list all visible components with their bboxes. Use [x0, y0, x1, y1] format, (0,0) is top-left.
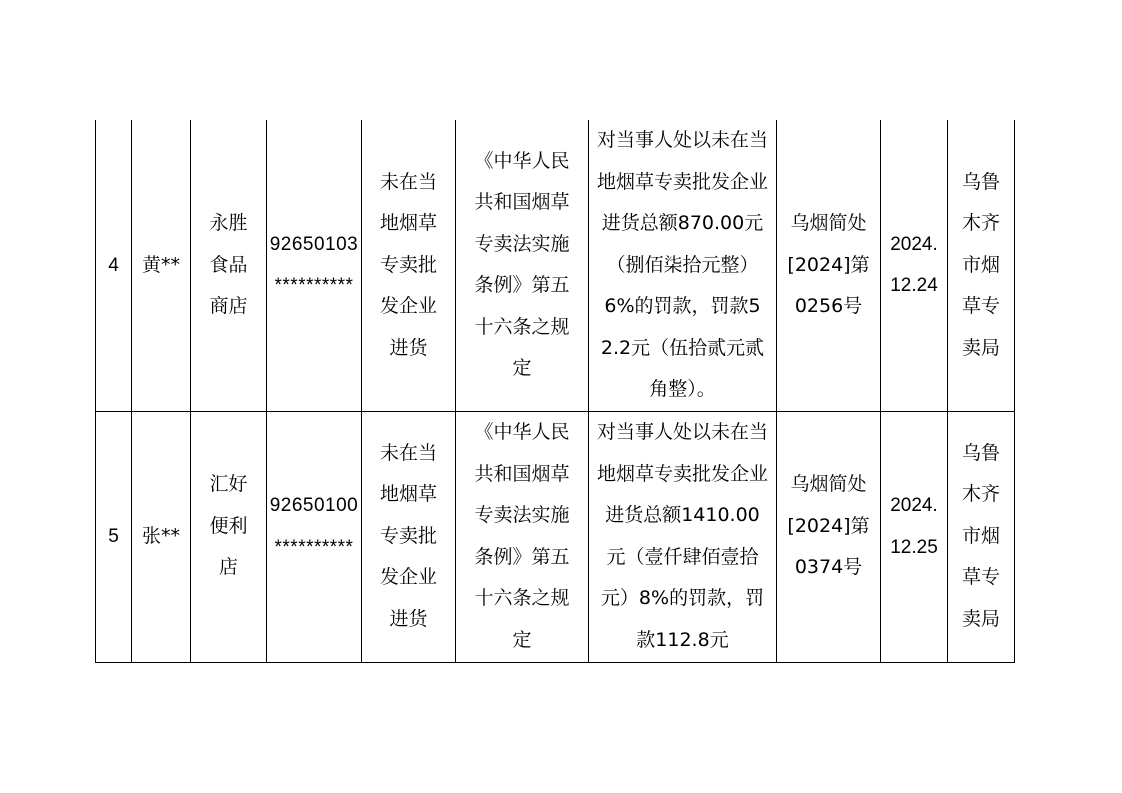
legal-basis: 《中华人民共和国烟草专卖法实施条例》第五十六条之规定: [456, 120, 589, 411]
row-number: 4: [96, 120, 132, 411]
issuing-authority: 乌鲁木齐市烟草专卖局: [948, 411, 1015, 662]
issuing-authority: 乌鲁木齐市烟草专卖局: [948, 120, 1015, 411]
party-name: 张**: [132, 411, 191, 662]
shop-name: 永胜食品商店: [191, 120, 267, 411]
legal-basis: 《中华人民共和国烟草专卖法实施条例》第五十六条之规定: [456, 411, 589, 662]
decision-document-number: 乌烟简处[2024]第0374号: [777, 411, 881, 662]
table-row: [96, 120, 1015, 411]
penalty-table: [95, 120, 1015, 663]
party-name: 黄**: [132, 120, 191, 411]
decision-document-number: 乌烟简处[2024]第0256号: [777, 120, 881, 411]
credit-code: 92650103**********: [267, 120, 362, 411]
decision-date: 2024.12.25: [881, 411, 948, 662]
shop-name: 汇好便利店: [191, 411, 267, 662]
violation-fact: 未在当地烟草专卖批发企业进货: [362, 411, 456, 662]
credit-code: 92650100**********: [267, 411, 362, 662]
penalty-content: 对当事人处以未在当地烟草专卖批发企业进货总额1410.00元（壹仟肆佰壹拾元）8%的罚款，罚款112.8元: [589, 411, 777, 662]
penalty-content: 对当事人处以未在当地烟草专卖批发企业进货总额870.00元（捌佰柒拾元整）6%的罚款，罚款52.2元（伍拾贰元贰角整）。: [589, 120, 777, 411]
violation-fact: 未在当地烟草专卖批发企业进货: [362, 120, 456, 411]
row-number: 5: [96, 411, 132, 662]
table-row: [96, 411, 1015, 662]
decision-date: 2024.12.24: [881, 120, 948, 411]
